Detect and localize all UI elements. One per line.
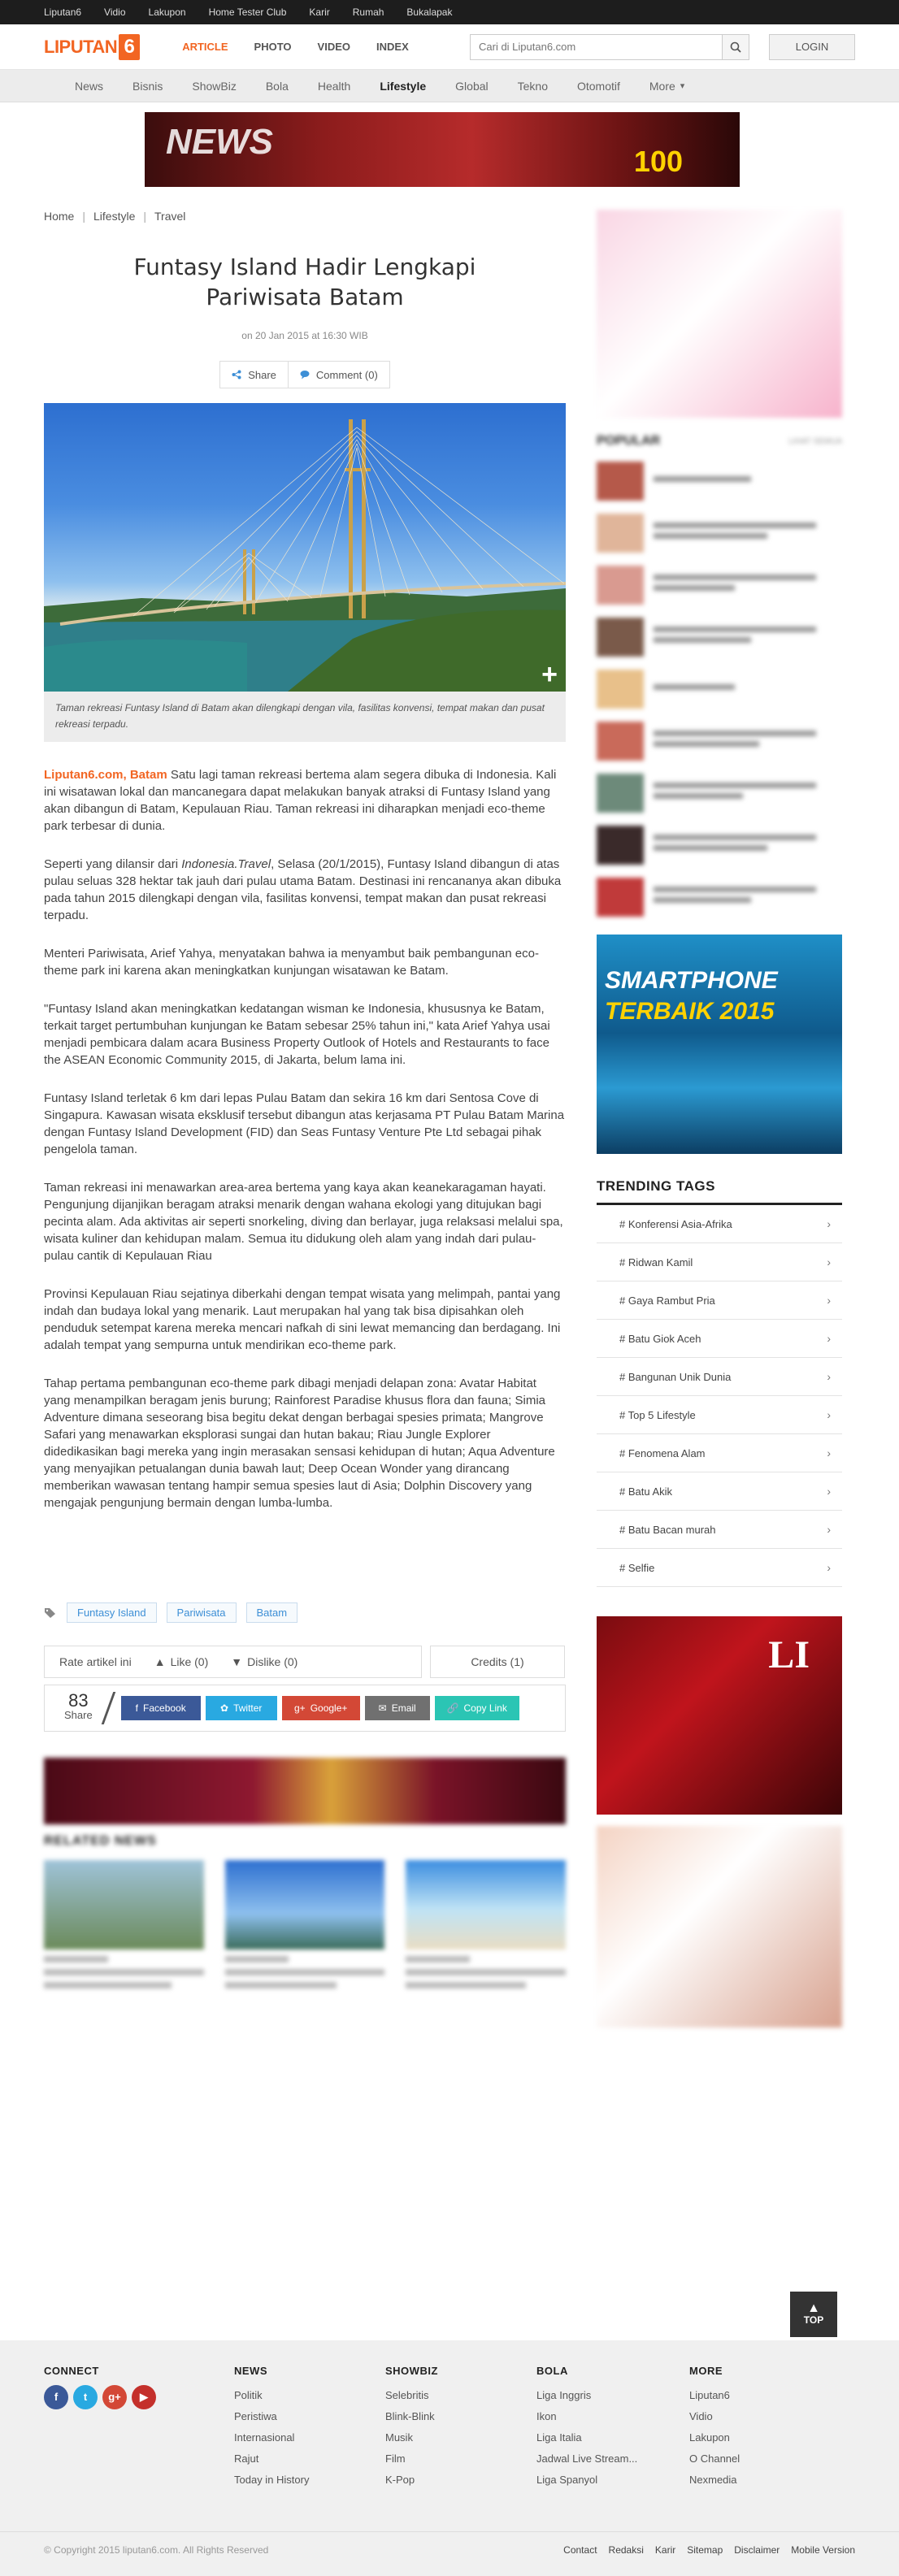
paragraph: "Funtasy Island akan meningkatkan kedatangan wisman ke Indonesia, khususnya ke Batam, terkait target pertumbuhan kunjungan ke Batam sebesar 25% tahun ini," kata Arief Yahya usai menjadi pembicara dalam acara Business Property Outlook of Hotels and Restaurants to face the ASEAN Economic Community 2015, di Jakarta, belum lama ini. bbox=[44, 1002, 550, 1067]
email-icon: ✉ bbox=[378, 1702, 387, 1714]
logo-number: 6 bbox=[119, 34, 140, 60]
footer-link[interactable]: Jadwal Live Stream... bbox=[536, 2452, 638, 2465]
footer-link[interactable]: Nexmedia bbox=[689, 2474, 737, 2486]
chevron-right-icon: › bbox=[827, 1561, 831, 1574]
trending-tag[interactable] bbox=[597, 1281, 842, 1320]
rate-label: Rate artikel ini bbox=[59, 1655, 132, 1668]
related-card[interactable] bbox=[225, 1860, 385, 1988]
youtube-icon[interactable]: ▶ bbox=[132, 2385, 156, 2409]
expand-icon[interactable]: + bbox=[541, 659, 558, 690]
popular-item[interactable] bbox=[597, 566, 842, 605]
network-bar bbox=[0, 0, 899, 24]
footer-link[interactable]: Film bbox=[385, 2452, 406, 2465]
breadcrumb-separator: | bbox=[143, 210, 146, 223]
trending-tag[interactable] bbox=[597, 1511, 842, 1549]
cat-global[interactable]: Global bbox=[455, 79, 489, 93]
paragraph: Funtasy Island terletak 6 km dari lepas Pulau Batam dan sekira 16 km dari Sentosa Cove di Singapura. Kawasan wisata eksklusif tersebut dibangun atas kerjasama PT Pulau Batam Marina dengan Funtasy Island Development (FID) dan Seas Funtasy Venture Pte Ltd sebagai pihak pengelola taman. bbox=[44, 1091, 565, 1156]
footer-col-title: MORE bbox=[689, 2365, 723, 2377]
footer-link-mobile-version[interactable]: Mobile Version bbox=[791, 2543, 855, 2556]
footer-link-karir[interactable]: Karir bbox=[654, 2543, 676, 2556]
footer-link[interactable]: O Channel bbox=[689, 2452, 740, 2465]
like-label: Like (0) bbox=[170, 1655, 209, 1668]
sidebar-ad-smartphone[interactable] bbox=[597, 935, 842, 1154]
popular-item[interactable] bbox=[597, 670, 842, 709]
googleplus-share-button[interactable] bbox=[282, 1696, 360, 1720]
facebook-icon: f bbox=[135, 1702, 139, 1714]
twitter-share-button[interactable] bbox=[206, 1696, 277, 1720]
network-link-lakupon[interactable]: Lakupon bbox=[148, 7, 186, 18]
share-divider bbox=[101, 1692, 115, 1724]
footer-link[interactable]: Liga Italia bbox=[536, 2431, 582, 2444]
paragraph: Provinsi Kepulauan Riau sejatinya diberkahi dengan tempat wisata yang melimpah, pantai yang indah dan budaya lokal yang menarik. Laut merupakan hal yang tak bisa dipisahkan oleh penduduk setempat karena mereka mencari nafkah di sini lewat memancing dan berdagang. Ini adalah tempat yang sempurna untuk mendirikan eco-theme park. bbox=[44, 1287, 561, 1352]
popular-item[interactable] bbox=[597, 514, 842, 553]
network-link-bukalapak[interactable]: Bukalapak bbox=[406, 7, 453, 18]
breadcrumb-travel[interactable]: Travel bbox=[154, 210, 186, 223]
twitter-label: Twitter bbox=[233, 1702, 263, 1714]
article-actions bbox=[44, 361, 566, 388]
trending-tag[interactable] bbox=[597, 1358, 842, 1396]
cat-more-label: More bbox=[649, 79, 675, 93]
share-count bbox=[64, 1690, 93, 1723]
credits-button[interactable]: Credits (1) bbox=[430, 1646, 565, 1678]
footer-link-sitemap[interactable]: Sitemap bbox=[687, 2543, 723, 2556]
footer-link[interactable]: Lakupon bbox=[689, 2431, 730, 2444]
popular-more-link[interactable]: LIHAT SEMUA bbox=[788, 436, 842, 446]
paragraph: Tahap pertama pembangunan eco-theme park dibagi menjadi delapan zona: Avatar Habitat yang menampilkan beragam jenis burung; Rainforest Paradise khusus flora dan fauna; Simia Adventure dimana seseorang bisa begitu dekat dengan berbagai spesies primata; Mangrove Safari yang menawarkan eksplorasi sungai dan hutan bakau; Riau Jungle Explorer didedikasikan bagi mereka yang ingin merasakan sensasi kehidupan di hutan; Aqua Adventure yang menyajikan petualangan dunia bawah laut; Deep Ocean Wonder yang dirancang memberikan wawasan tentang hampir semua spesies laut di Asia; Dolphin Discovery yang mengajak pengunjung bermain dengan lumba-lumba. bbox=[44, 1377, 555, 1510]
paragraph-text: Satu lagi taman rekreasi bertema alam segera dibuka di Indonesia. Kali ini wisatawan lokal dan mancanegara dapat melakukan banyak atraksi di Funtasy Island yang akan dibangun di Batam, Kepulauan Riau. Taman rekreasi ini diharapkan menjadi eco-theme park terbesar di dunia. bbox=[44, 768, 557, 833]
twitter-icon[interactable]: t bbox=[73, 2385, 98, 2409]
footer-link[interactable]: Ikon bbox=[536, 2410, 557, 2422]
trending-tags-list bbox=[597, 1205, 842, 1587]
trending-tag-label: # Batu Giok Aceh bbox=[619, 1332, 701, 1345]
paragraph bbox=[44, 766, 566, 835]
chevron-right-icon: › bbox=[827, 1255, 831, 1268]
search-bar bbox=[470, 34, 749, 60]
like-button[interactable] bbox=[154, 1655, 209, 1668]
share-label: Share bbox=[248, 368, 276, 381]
popular-item[interactable] bbox=[597, 618, 842, 657]
popular-header bbox=[597, 434, 842, 449]
chevron-down-icon: ▾ bbox=[680, 81, 685, 91]
footer-link[interactable]: Today in History bbox=[234, 2474, 310, 2486]
trending-tag[interactable] bbox=[597, 1396, 842, 1434]
tag-funtasy-island[interactable]: Funtasy Island bbox=[67, 1602, 157, 1623]
footer-col-showbiz bbox=[385, 2365, 438, 2491]
trending-tag-label: # Fenomena Alam bbox=[619, 1446, 706, 1459]
dislike-label: Dislike (0) bbox=[247, 1655, 298, 1668]
search-input[interactable] bbox=[470, 34, 722, 60]
trending-tag[interactable] bbox=[597, 1320, 842, 1358]
googleplus-label: Google+ bbox=[310, 1702, 348, 1714]
chevron-right-icon: › bbox=[827, 1485, 831, 1498]
footer-link[interactable]: K-Pop bbox=[385, 2474, 415, 2486]
article-body bbox=[44, 766, 566, 1511]
network-link-vidio[interactable]: Vidio bbox=[104, 7, 126, 18]
cat-bisnis[interactable]: Bisnis bbox=[132, 79, 163, 93]
cat-health[interactable]: Health bbox=[317, 79, 351, 93]
popular-list bbox=[597, 462, 842, 917]
chevron-up-icon: ▲ bbox=[807, 2301, 820, 2315]
thumbs-down-icon: ▼ bbox=[231, 1655, 243, 1668]
trending-tag-label: # Batu Akik bbox=[619, 1485, 673, 1498]
footer-link[interactable]: Selebritis bbox=[385, 2389, 429, 2401]
comment-icon bbox=[300, 370, 310, 379]
copy-link-button[interactable] bbox=[435, 1696, 519, 1720]
nav-article[interactable]: ARTICLE bbox=[182, 41, 228, 53]
popular-item[interactable] bbox=[597, 774, 842, 813]
sidebar-ad-li[interactable] bbox=[597, 1616, 842, 1815]
breadcrumb bbox=[44, 210, 566, 223]
footer-col-title: BOLA bbox=[536, 2365, 568, 2377]
nav-video[interactable]: VIDEO bbox=[317, 41, 351, 53]
share-count-number: 83 bbox=[68, 1690, 89, 1711]
cat-showbiz[interactable]: ShowBiz bbox=[192, 79, 237, 93]
ad-li-logo: LI bbox=[768, 1633, 810, 1676]
comment-button[interactable] bbox=[288, 361, 389, 388]
cat-otomotif[interactable]: Otomotif bbox=[576, 79, 620, 93]
tag-pariwisata[interactable]: Pariwisata bbox=[167, 1602, 237, 1623]
chevron-right-icon: › bbox=[827, 1523, 831, 1536]
trending-tag[interactable] bbox=[597, 1472, 842, 1511]
email-share-button[interactable] bbox=[365, 1696, 430, 1720]
top-ad-banner[interactable] bbox=[145, 112, 740, 187]
cat-tekno[interactable]: Tekno bbox=[517, 79, 548, 93]
paragraph: Taman rekreasi ini menawarkan area-area bertema yang kaya akan keanekaragaman hayati. Pengunjung dijanjikan beragam atraksi menarik dengan wahana ekologi yang ditujukan bagi pecinta alam. Ada aktivitas air seperti snorkeling, diving dan berlayar, juga relaksasi melalui spa, wisata kuliner dan kehidupan malam. Semua itu didukung oleh alam yang indah dari pulau-pulau cantik di Kepulauan Riau bbox=[44, 1181, 563, 1263]
trending-tag-label: # Batu Bacan murah bbox=[619, 1523, 716, 1536]
trending-tag[interactable] bbox=[597, 1205, 842, 1243]
tag-icon bbox=[44, 1607, 57, 1619]
chevron-right-icon: › bbox=[827, 1446, 831, 1459]
footer-col-news bbox=[234, 2365, 309, 2491]
ad-text-amount: 100 bbox=[633, 145, 683, 178]
popular-title: POPULAR bbox=[597, 434, 661, 448]
footer-link-disclaimer[interactable]: Disclaimer bbox=[734, 2543, 780, 2556]
chevron-right-icon: › bbox=[827, 1370, 831, 1383]
popular-item[interactable] bbox=[597, 826, 842, 865]
related-thumbnail bbox=[406, 1860, 566, 1949]
paragraph-text: Seperti yang dilansir dari bbox=[44, 857, 182, 871]
facebook-share-button[interactable] bbox=[121, 1696, 201, 1720]
article-source[interactable]: Liputan6.com, Batam bbox=[44, 768, 167, 782]
footer-bottom-links bbox=[563, 2544, 855, 2556]
twitter-icon: ✿ bbox=[220, 1702, 229, 1714]
footer-col-title: NEWS bbox=[234, 2365, 267, 2377]
thumbs-up-icon: ▲ bbox=[154, 1655, 166, 1668]
login-button[interactable]: LOGIN bbox=[769, 34, 855, 60]
comment-label: Comment (0) bbox=[315, 368, 378, 381]
share-count-label: Share bbox=[64, 1709, 93, 1721]
footer-col-more bbox=[689, 2365, 740, 2491]
footer-col-title: SHOWBIZ bbox=[385, 2365, 438, 2377]
breadcrumb-home[interactable]: Home bbox=[44, 210, 75, 223]
footer-link[interactable]: Peristiwa bbox=[234, 2410, 277, 2422]
paragraph bbox=[44, 856, 566, 924]
ad-smartphone-title: SMARTPHONE bbox=[605, 967, 778, 994]
dislike-button[interactable] bbox=[231, 1655, 297, 1668]
main-nav bbox=[182, 41, 409, 53]
paragraph: Menteri Pariwisata, Arief Yahya, menyatakan bahwa ia menyambut baik pembangunan eco-theme park ini karena akan meningkatkan kunjungan wisatawan ke Batam. bbox=[44, 947, 539, 978]
googleplus-icon[interactable]: g+ bbox=[102, 2385, 127, 2409]
cat-bola[interactable]: Bola bbox=[265, 79, 289, 93]
footer-col-bola bbox=[536, 2365, 637, 2491]
cat-lifestyle[interactable]: Lifestyle bbox=[380, 79, 427, 93]
trending-tags-title: TRENDING TAGS bbox=[597, 1178, 842, 1205]
googleplus-icon: g+ bbox=[294, 1702, 306, 1714]
network-link-liputan6[interactable]: Liputan6 bbox=[44, 7, 82, 18]
related-thumbnail bbox=[225, 1860, 385, 1949]
trending-tag-label: # Ridwan Kamil bbox=[619, 1255, 693, 1268]
promo-banner[interactable] bbox=[44, 1758, 566, 1824]
footer-link[interactable]: Vidio bbox=[689, 2410, 713, 2422]
footer-link[interactable]: Internasional bbox=[234, 2431, 295, 2444]
related-news-title: RELATED NEWS bbox=[44, 1834, 157, 1848]
paragraph-text: , Selasa (20/1/2015), Funtasy Island dibangun di atas pulau seluas 328 hektar tak jauh dari pulau utama Batam. Destinasi ini rencananya akan dibuka pada tahun 2015 dilengkapi dengan vila, fasilitas konvensi, tempat makan dan pusat rekreasi terpadu. bbox=[44, 857, 562, 922]
copy-link-label: Copy Link bbox=[463, 1702, 507, 1714]
footer-bottom bbox=[0, 2531, 899, 2567]
share-bar bbox=[44, 1685, 566, 1732]
nav-index[interactable]: INDEX bbox=[376, 41, 409, 53]
related-card[interactable] bbox=[44, 1860, 204, 1988]
footer-connect bbox=[44, 2365, 156, 2409]
breadcrumb-lifestyle[interactable]: Lifestyle bbox=[93, 210, 136, 223]
footer-link[interactable]: Politik bbox=[234, 2389, 263, 2401]
trending-tag-label: # Gaya Rambut Pria bbox=[619, 1294, 715, 1307]
tag-batam[interactable]: Batam bbox=[246, 1602, 298, 1623]
trending-tag[interactable] bbox=[597, 1434, 842, 1472]
breadcrumb-separator: | bbox=[82, 210, 85, 223]
footer-connect-title: CONNECT bbox=[44, 2365, 99, 2377]
trending-tag-label: # Selfie bbox=[619, 1561, 655, 1574]
site-header bbox=[0, 24, 899, 70]
search-icon[interactable] bbox=[722, 34, 749, 60]
network-link-rumah[interactable]: Rumah bbox=[352, 7, 384, 18]
popular-item[interactable] bbox=[597, 462, 842, 501]
source-name: Indonesia.Travel bbox=[181, 857, 271, 871]
chevron-right-icon: › bbox=[827, 1408, 831, 1421]
site-logo[interactable] bbox=[44, 33, 140, 61]
rating-bar bbox=[44, 1646, 566, 1678]
related-news-list bbox=[44, 1860, 566, 1988]
email-label: Email bbox=[391, 1702, 416, 1714]
sidebar bbox=[597, 210, 842, 2027]
related-thumbnail bbox=[44, 1860, 204, 1949]
footer-link[interactable]: Liputan6 bbox=[689, 2389, 730, 2401]
image-caption: Taman rekreasi Funtasy Island di Batam akan dilengkapi dengan vila, fasilitas konvensi, tempat makan dan pusat rekreasi terpadu. bbox=[44, 692, 566, 742]
footer-link-redaksi[interactable]: Redaksi bbox=[608, 2543, 644, 2556]
bridge-photo bbox=[44, 403, 566, 692]
network-link-karir[interactable]: Karir bbox=[309, 7, 330, 18]
footer-link[interactable]: Blink-Blink bbox=[385, 2410, 435, 2422]
share-icon bbox=[232, 370, 241, 379]
footer-link[interactable]: Musik bbox=[385, 2431, 413, 2444]
top-label: TOP bbox=[803, 2314, 824, 2326]
trending-tag-label: # Top 5 Lifestyle bbox=[619, 1408, 696, 1421]
sidebar-ad-portrait[interactable] bbox=[597, 1826, 842, 2027]
footer-link-contact[interactable]: Contact bbox=[563, 2543, 597, 2556]
logo-text: LIPUTAN bbox=[44, 36, 118, 57]
chevron-right-icon: › bbox=[827, 1332, 831, 1345]
article-column bbox=[44, 210, 566, 1988]
cat-more[interactable] bbox=[635, 70, 699, 102]
nav-photo[interactable]: PHOTO bbox=[254, 41, 292, 53]
link-icon: 🔗 bbox=[446, 1702, 459, 1714]
facebook-icon[interactable]: f bbox=[44, 2385, 68, 2409]
footer-link[interactable]: Liga Spanyol bbox=[536, 2474, 598, 2486]
popular-item[interactable] bbox=[597, 722, 842, 761]
trending-tag-label: # Bangunan Unik Dunia bbox=[619, 1370, 732, 1383]
article-hero-image bbox=[44, 403, 566, 692]
trending-tag[interactable] bbox=[597, 1549, 842, 1587]
sidebar-ad-beauty[interactable] bbox=[597, 210, 842, 418]
network-link-home-tester-club[interactable]: Home Tester Club bbox=[208, 7, 287, 18]
chevron-right-icon: › bbox=[827, 1217, 831, 1230]
footer-link[interactable]: Liga Inggris bbox=[536, 2389, 592, 2401]
site-footer bbox=[0, 2340, 899, 2576]
ad-text-news: NEWS bbox=[166, 122, 273, 162]
category-nav bbox=[0, 70, 899, 102]
copyright: © Copyright 2015 liputan6.com. All Rights Reserved bbox=[44, 2543, 269, 2556]
back-to-top-button[interactable] bbox=[790, 2292, 837, 2337]
chevron-right-icon: › bbox=[827, 1294, 831, 1307]
cat-news[interactable]: News bbox=[75, 79, 104, 93]
footer-link[interactable]: Rajut bbox=[234, 2452, 259, 2465]
trending-tag-label: # Konferensi Asia-Afrika bbox=[619, 1217, 732, 1230]
related-card[interactable] bbox=[406, 1860, 566, 1988]
article-tags bbox=[44, 1602, 566, 1623]
trending-tag[interactable] bbox=[597, 1243, 842, 1281]
article-title: Funtasy Island Hadir Lengkapi Pariwisata Batam bbox=[133, 254, 476, 310]
share-button[interactable] bbox=[220, 361, 288, 388]
facebook-label: Facebook bbox=[143, 1702, 186, 1714]
article-date: on 20 Jan 2015 at 16:30 WIB bbox=[241, 330, 368, 341]
popular-item[interactable] bbox=[597, 878, 842, 917]
ad-smartphone-subtitle: TERBAIK 2015 bbox=[605, 998, 775, 1025]
